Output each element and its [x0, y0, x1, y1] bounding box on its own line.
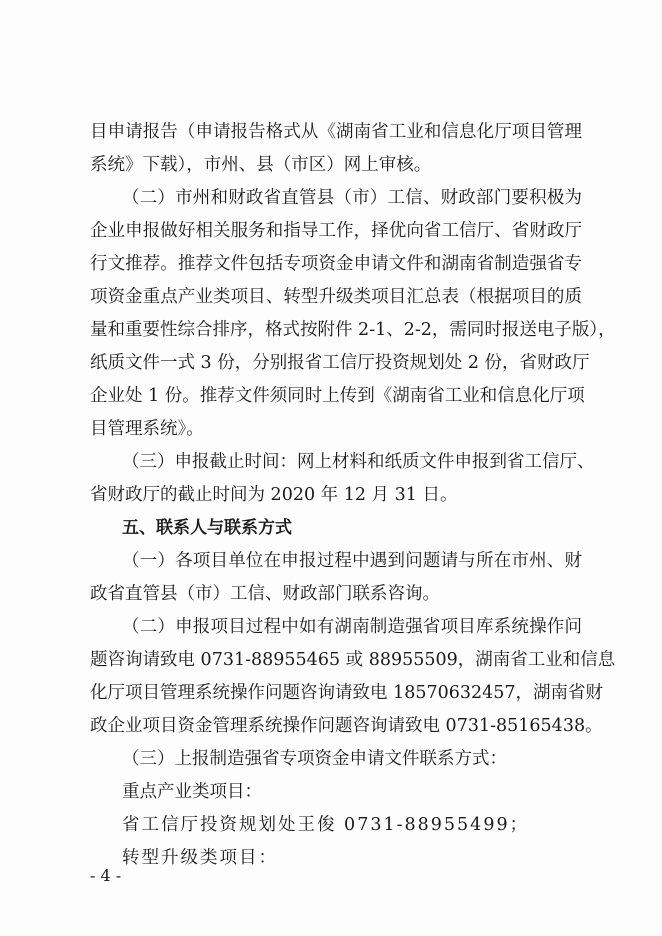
paragraph-line: 目管理系统》。 [90, 419, 204, 439]
paragraph-line: 量和重要性综合排序，格式按附件 2-1、2-2，需同时报送电子版）， [90, 320, 616, 340]
paragraph-line: （一）各项目单位在申报过程中遇到问题请与所在市州、财 [122, 551, 582, 571]
paragraph-line: 化厅项目管理系统操作问题咨询请致电 18570632457，湖南省财 [90, 683, 604, 703]
paragraph-line: 省工信厅投资规划处王俊 0731-88955499； [122, 815, 530, 835]
paragraph-line: 项资金重点产业类项目、转型升级类项目汇总表（根据项目的质 [90, 287, 582, 307]
paragraph-line: 纸质文件一式 3 份，分别报省工信厅投资规划处 2 份，省财政厅 [90, 353, 590, 373]
page-number: - 4 - [90, 866, 122, 885]
paragraph-line: （三）上报制造强省专项资金申请文件联系方式： [122, 749, 507, 769]
paragraph-line: （三）申报截止时间：网上材料和纸质文件申报到省工信厅、 [122, 452, 595, 472]
paragraph-line: 题咨询请致电 0731-88955465 或 88955509，湖南省工业和信息 [90, 650, 616, 670]
paragraph-line: 转型升级类项目： [122, 848, 278, 868]
paragraph-line: 企业申报做好相关服务和指导工作，择优向省工信厅、省财政厅 [90, 221, 582, 241]
paragraph-line: 重点产业类项目： [122, 782, 262, 802]
paragraph-line: 政省直管县（市）工信、财政部门联系咨询。 [90, 584, 440, 604]
paragraph-line: 政企业项目资金管理系统操作问题咨询请致电 0731-85165438。 [90, 716, 603, 736]
paragraph-line: 企业处 1 份。推荐文件须同时上传到《湖南省工业和信息化厅项 [90, 386, 585, 406]
section-heading: 五、联系人与联系方式 [122, 518, 292, 538]
paragraph-line: 行文推荐。推荐文件包括专项资金申请文件和湖南省制造强省专 [90, 254, 582, 274]
paragraph-line: 省财政厅的截止时间为 2020 年 12 月 31 日。 [90, 485, 458, 505]
paragraph-line: 目申请报告（申请报告格式从《湖南省工业和信息化厅项目管理 [90, 122, 582, 142]
paragraph-line: 系统》下载），市州、县（市区）网上审核。 [90, 155, 432, 175]
paragraph-line: （二）申报项目过程中如有湖南制造强省项目库系统操作问 [122, 617, 582, 637]
paragraph-line: （二）市州和财政省直管县（市）工信、财政部门要积极为 [122, 188, 582, 208]
